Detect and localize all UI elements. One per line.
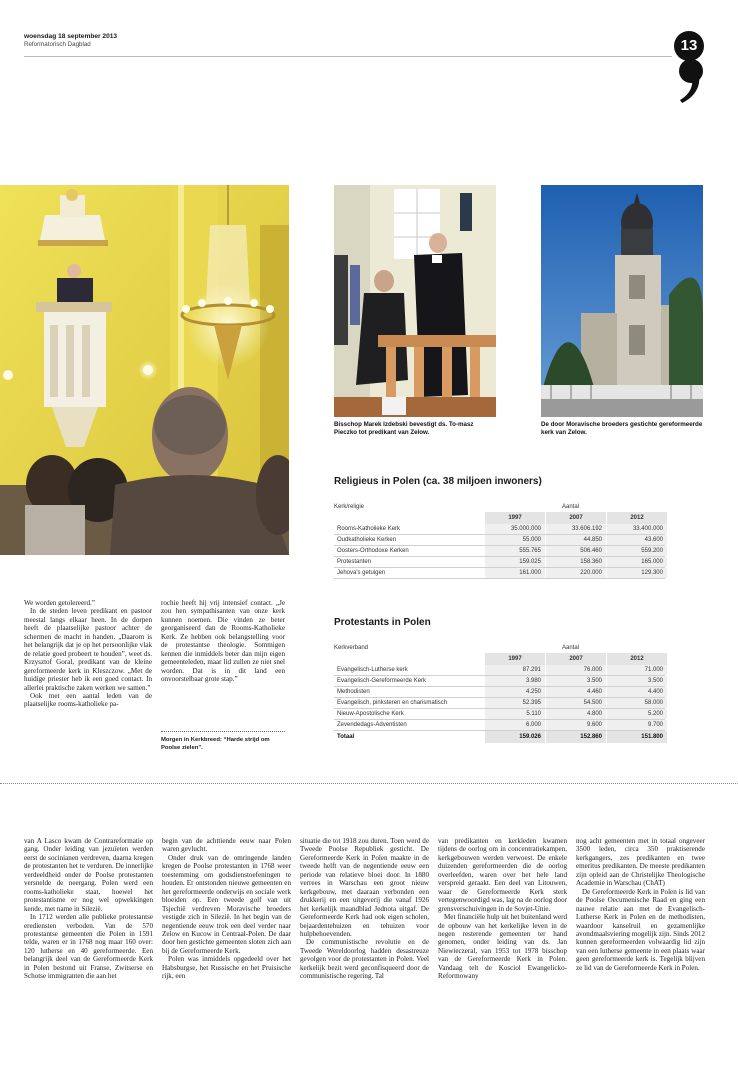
row-value: 35.000.000 [485, 524, 545, 534]
row-value: 4.800 [546, 709, 606, 719]
total-label: Totaal [337, 734, 355, 740]
table2-year-header: 2007 [546, 653, 606, 665]
row-value: 9.700 [607, 720, 667, 730]
row-label: Evangelisch, pinksteren en charismatisch [337, 700, 448, 706]
table1-year-header: 2012 [607, 512, 667, 524]
row-label: Evangelisch-Gereformeerde Kerk [337, 678, 427, 684]
row-value: 76.000 [546, 665, 606, 675]
row-value: 9.600 [546, 720, 606, 730]
paragraph: begin van de achttiende eeuw naar Polen waren gevlucht. [162, 837, 291, 854]
row-value: 54.500 [546, 698, 606, 708]
row-value: 33.606.192 [546, 524, 606, 534]
table2-empty-header [334, 653, 484, 665]
row-value: 555.765 [485, 546, 545, 556]
table1-empty-header [334, 512, 484, 524]
table1-label-header: Kerk/religie [334, 504, 365, 510]
paragraph: situatie die tot 1918 zou duren. Toen werd de Tweede Poolse Republiek gesticht. De Gereformeerde Kerk in Polen maakte in de tweede helft van de negentiende eeuw een periode van relatieve bloei door. In 1880 verrees in Warschau een groot nieuw kerkgebouw, met daaraan verbonden een drukkerij en een uitgeverij die vanaf 1926 het kerkelijk maandblad Jednota uitgaf. De Gereformeerde Kerk had ook eigen scholen, bejaardentehuizen en tehuizen voor hulpbehoevenden. [300, 837, 429, 938]
table2-title: Protestants in Polen [334, 617, 431, 628]
row-label: Rooms-Katholieke Kerk [337, 526, 401, 532]
row-value: 4.250 [485, 687, 545, 697]
row-value: 4.400 [607, 687, 667, 697]
row-value: 158.360 [546, 557, 606, 567]
paragraph: van predikanten en kerkleden kwamen tijdens de oorlog om in concentratiekampen, kerkgebouwen werden verwoest. De enkele duizenden gereformeerden die de oorlog overleefden, waren over het hele land verspreid geraakt. Een deel van Litouwen, waar de Gereformeerde Kerk sterk vertegenwoordigd was, lag na de oorlog door grensverschuivingen in de Sovjet-Unie. [438, 837, 567, 913]
paragraph: In de steden leven predikant en pastoor meestal langs elkaar heen. In de dorpen heeft de plaatselijke pastoor achter de schermen de macht in handen. „Daarom is het belangrijk dat je op het persoonlijke vlak de relatie goed probeert te houden”, weet ds. Krzysztof Goral, predikant van de kleine gereformeerde kerk in Kleszczow. „Met de huidige priester heb ik een goed contact. In allerlei praktische zaken werken we samen.” [24, 607, 152, 692]
row-value: 43.600 [607, 535, 667, 545]
row-value: 5.200 [607, 709, 667, 719]
row-value: 58.000 [607, 698, 667, 708]
total-value: 159.026 [485, 731, 545, 743]
row-value: 4.460 [546, 687, 606, 697]
paragraph: nog acht gemeenten met in totaal ongeveer 3500 leden, circa 350 praktiserende kerkgangers, zes predikanten en twee emeritus predikanten. De meeste predikanten zijn opleid aan de Christelijke Theologische Academie in Warschau (ChAT) [576, 837, 705, 888]
paragraph: In 1712 werden alle publieke protestantse erediensten verboden. Van de 570 protestantse gemeenten die Polen in 1591 telde, waren er in 1768 nog maar 160 over: 120 lutherse en 40 gereformeerde. Een belangrijk deel van de Gereformeerde Kerk in Polen bestond uit Franse, Zwitserse en Schotse immigranten die aan het [24, 913, 153, 981]
table1-year-header: 1997 [485, 512, 545, 524]
row-label: Evangelisch-Lutherse kerk [337, 667, 408, 673]
table-row [334, 676, 665, 687]
religion-table [334, 498, 665, 579]
row-value: 71.000 [607, 665, 667, 675]
total-value: 151.800 [607, 731, 667, 743]
paragraph: De Gereformeerde Kerk in Polen is lid van de Poolse Oecumenische Raad en ging een nauwe relatie aan met de Evangelisch-Lutherse Kerk in Polen en de methodisten, waardoor kanselruil en gezamenlijke avondmaalsviering mogelijk zijn. Sinds 2012 kunnen gereformeerden volwaardig lid zijn van een lutherse gemeente in een plaats waar geen gereformeerde kerk is. Tegelijk blijven ze lid van de Gereformeerde Kerk in Polen. [576, 887, 705, 972]
table2-unit-header: Aantal [562, 645, 580, 651]
paragraph: van A Lasco kwam de Contrareformatie op gang. Onder leiding van jezuïeten werden eerst de socinianen verdreven, daarna kregen de protestanten het te verduren. De innerlijke verdeeldheid onder de Poolse protestanten versnelde de neergang. Polen werd een rooms-katholieke staat, hoewel het protestantisme er nog wel opwekkingen kende, met name in Silezië. [24, 837, 153, 913]
header-newspaper-name: Reformatorisch Dagblad [24, 41, 91, 48]
row-label: Methodisten [337, 689, 370, 695]
table-row [334, 557, 665, 568]
row-value: 6.000 [485, 720, 545, 730]
row-value: 52.395 [485, 698, 545, 708]
row-value: 87.291 [485, 665, 545, 675]
total-value: 152.860 [546, 731, 606, 743]
upper-text-column-1 [24, 599, 152, 709]
series-note: Morgen in Kerkbreed: “Harde strijd om Poolse zielen”. [161, 737, 270, 751]
ceremony-photo-caption: Bisschop Marek Izdebski bevestigt ds. To-masz Pieczko tot predikant van Zelow. [334, 421, 474, 436]
row-value: 506.460 [546, 546, 606, 556]
row-value: 165.000 [607, 557, 667, 567]
table2-year-header: 1997 [485, 653, 545, 665]
section-divider [0, 783, 738, 784]
row-value: 161.000 [485, 568, 545, 578]
table-row [334, 524, 665, 535]
row-value: 5.110 [485, 709, 545, 719]
table-row [334, 698, 665, 709]
table-row [334, 535, 665, 546]
lower-text-column-2 [162, 837, 291, 981]
table-row [334, 665, 665, 676]
table1-unit-header: Aantal [562, 504, 580, 510]
lower-text-column-1 [24, 837, 153, 981]
table1-title: Religieus in Polen (ca. 38 miljoen inwoners) [334, 476, 542, 487]
ceremony-photo [334, 185, 496, 417]
tower-photo-caption: De door Moravische broeders gestichte gereformeerde kerk van Zelow. [541, 421, 703, 436]
church-tower-photo [541, 185, 703, 417]
table1-year-header: 2007 [546, 512, 606, 524]
paragraph: Onder druk van de omringende landen kregen de Poolse protestanten in 1768 weer toestemming om godsdienstoefeningen te houden. Er ontstonden nieuwe gemeenten en het gereformeerde onderwijs en sociale werk bloeiden op. Een tweede golf van uit Tsjechië verdreven Moravische broeders vestigde zich in Silezië. In het begin van de negentiende eeuw trok een deel verder naar Zelow en Kucow in Centraal-Polen. De daar door hen gestichte gemeenten sloten zich aan bij de Gereformeerde Kerk. [162, 853, 291, 955]
upper-text-column-2 [161, 599, 285, 684]
page-number-badge: 13 [674, 31, 704, 61]
paragraph: Polen was inmiddels opgedeeld over het Habsburgse, het Russische en het Pruisische rijk, een [162, 955, 291, 981]
table-row [334, 687, 665, 698]
table2-label-header: Kerkverband [334, 645, 369, 651]
row-label: Zevendedags-Adventisten [337, 722, 407, 728]
table-total-row [334, 731, 665, 743]
row-label: Oudkatholieke Kerken [337, 537, 397, 543]
row-value: 559.200 [607, 546, 667, 556]
row-value: 3.500 [546, 676, 606, 686]
table2-year-header: 2012 [607, 653, 667, 665]
row-label: Nieuw-Apostolische Kerk [337, 711, 404, 717]
comma-logo-icon [677, 58, 705, 104]
row-value: 159.025 [485, 557, 545, 567]
row-value: 3.500 [607, 676, 667, 686]
row-value: 220.000 [546, 568, 606, 578]
note-divider [161, 731, 285, 732]
protestants-table [334, 639, 665, 743]
paragraph: We worden getolereerd.” [24, 599, 95, 607]
paragraph: Ook met een aantal leden van de plaatselijke rooms-katholieke pa- [24, 691, 152, 709]
row-value: 3.980 [485, 676, 545, 686]
table-row [334, 546, 665, 557]
row-value: 44.850 [546, 535, 606, 545]
row-label: Protestanten [337, 559, 372, 565]
row-label: Oosters-Orthodoxe Kerken [337, 548, 409, 554]
row-value: 55.000 [485, 535, 545, 545]
row-value: 33.400.000 [607, 524, 667, 534]
paragraph: Met financiële hulp uit het buitenland werd de opbouw van het kerkelijke leven in de negen resterende gemeenten ter hand genomen, onder leiding van ds. Jan Niewieczeral, van 1953 tot 1978 bisschop van de Gereformeerde Kerk in Polen. Vandaag telt de Kosciol Ewangelicko-Reformowany [438, 913, 567, 981]
lower-text-column-4 [438, 837, 567, 981]
table-row [334, 568, 665, 579]
table-row [334, 709, 665, 720]
header-rule [24, 56, 672, 57]
table-row [334, 720, 665, 731]
paragraph: De communistische revolutie en de Tweede Wereldoorlog hadden desastreuze gevolgen voor de protestanten in Polen. Veel kerkelijk bezit werd geconfisqueerd door de communistische regering. Tal [300, 938, 429, 981]
lower-text-column-5 [576, 837, 705, 972]
lower-text-column-3 [300, 837, 429, 981]
header-date: woensdag 18 september 2013 [24, 33, 118, 40]
paragraph: rochie heeft hij vrij intensief contact. „Je zou hen sympathisanten van onze kerk kunnen noemen. Die vinden ze beter georganiseerd dan de Rooms-Katholieke Kerk. Ze hebben ook belangstelling voor de protestantse theologie. Sommigen kennen die inmiddels beter dan mijn eigen gemeenteleden, maar lid zullen ze niet snel worden. Dat is in dit land een onvoorstelbaar grote stap.” [161, 599, 285, 684]
row-value: 129.300 [607, 568, 667, 578]
row-label: Jehova's getuigen [337, 570, 386, 576]
church-interior-photo [0, 185, 289, 555]
